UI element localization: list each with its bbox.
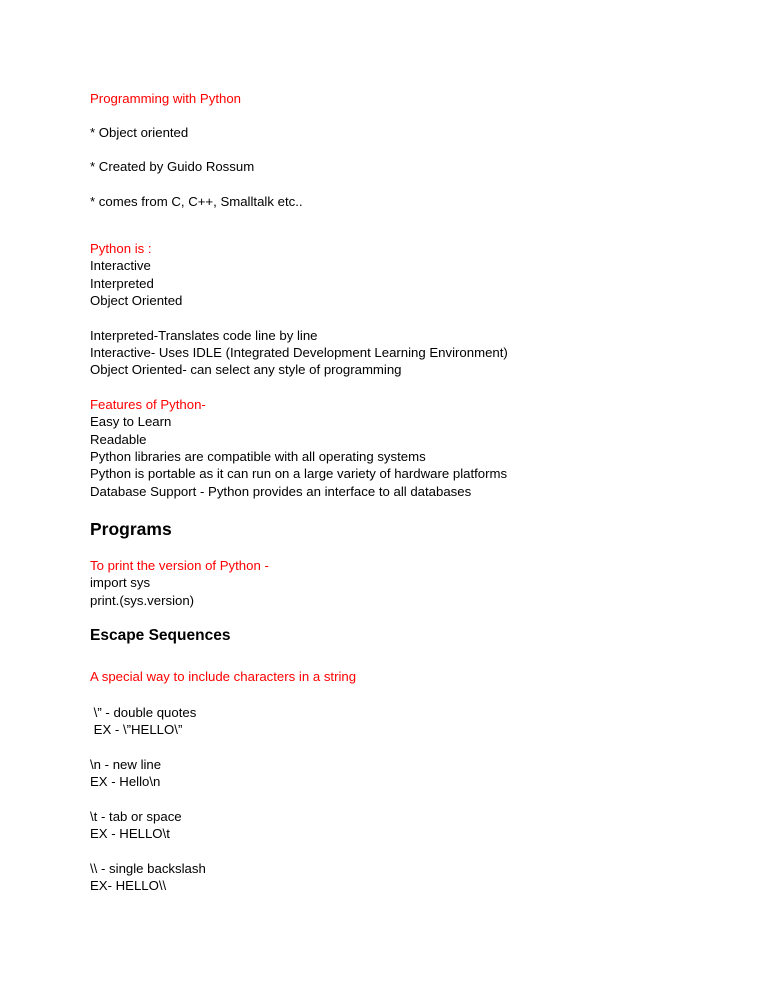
escape-heading: Escape Sequences — [90, 627, 231, 644]
python-is-item: Interactive — [90, 258, 151, 273]
definition-line: Object Oriented- can select any style of programming — [90, 362, 402, 377]
programs-heading: Programs — [90, 519, 172, 539]
escape-desc: \” - double quotes — [90, 705, 197, 720]
intro-bullet: * Object oriented — [90, 125, 189, 140]
feature-item: Database Support - Python provides an interface to all databases — [90, 484, 472, 499]
escape-example: EX- HELLO\\ — [90, 878, 167, 893]
document-title: Programming with Python — [90, 91, 241, 106]
python-is-item: Interpreted — [90, 276, 154, 291]
escape-desc: \t - tab or space — [90, 809, 182, 824]
python-is-item: Object Oriented — [90, 293, 183, 308]
escape-example: EX - Hello\n — [90, 774, 161, 789]
definition-line: Interpreted-Translates code line by line — [90, 328, 318, 343]
features-heading: Features of Python- — [90, 397, 206, 412]
feature-item: Python libraries are compatible with all operating systems — [90, 449, 426, 464]
escape-desc: \\ - single backslash — [90, 861, 206, 876]
programs-subheading: To print the version of Python - — [90, 558, 269, 573]
python-is-heading: Python is : — [90, 241, 152, 256]
intro-bullet: * comes from C, C++, Smalltalk etc.. — [90, 194, 303, 209]
escape-subheading: A special way to include characters in a string — [90, 669, 357, 684]
escape-example: EX - HELLO\t — [90, 826, 170, 841]
escape-example: EX - \”HELLO\” — [90, 722, 183, 737]
definition-line: Interactive- Uses IDLE (Integrated Development Learning Environment) — [90, 345, 508, 360]
feature-item: Python is portable as it can run on a large variety of hardware platforms — [90, 466, 508, 481]
code-line: print.(sys.version) — [90, 593, 195, 608]
intro-bullet: * Created by Guido Rossum — [90, 159, 255, 174]
feature-item: Easy to Learn — [90, 414, 172, 429]
feature-item: Readable — [90, 432, 147, 447]
code-line: import sys — [90, 575, 151, 590]
escape-desc: \n - new line — [90, 757, 162, 772]
